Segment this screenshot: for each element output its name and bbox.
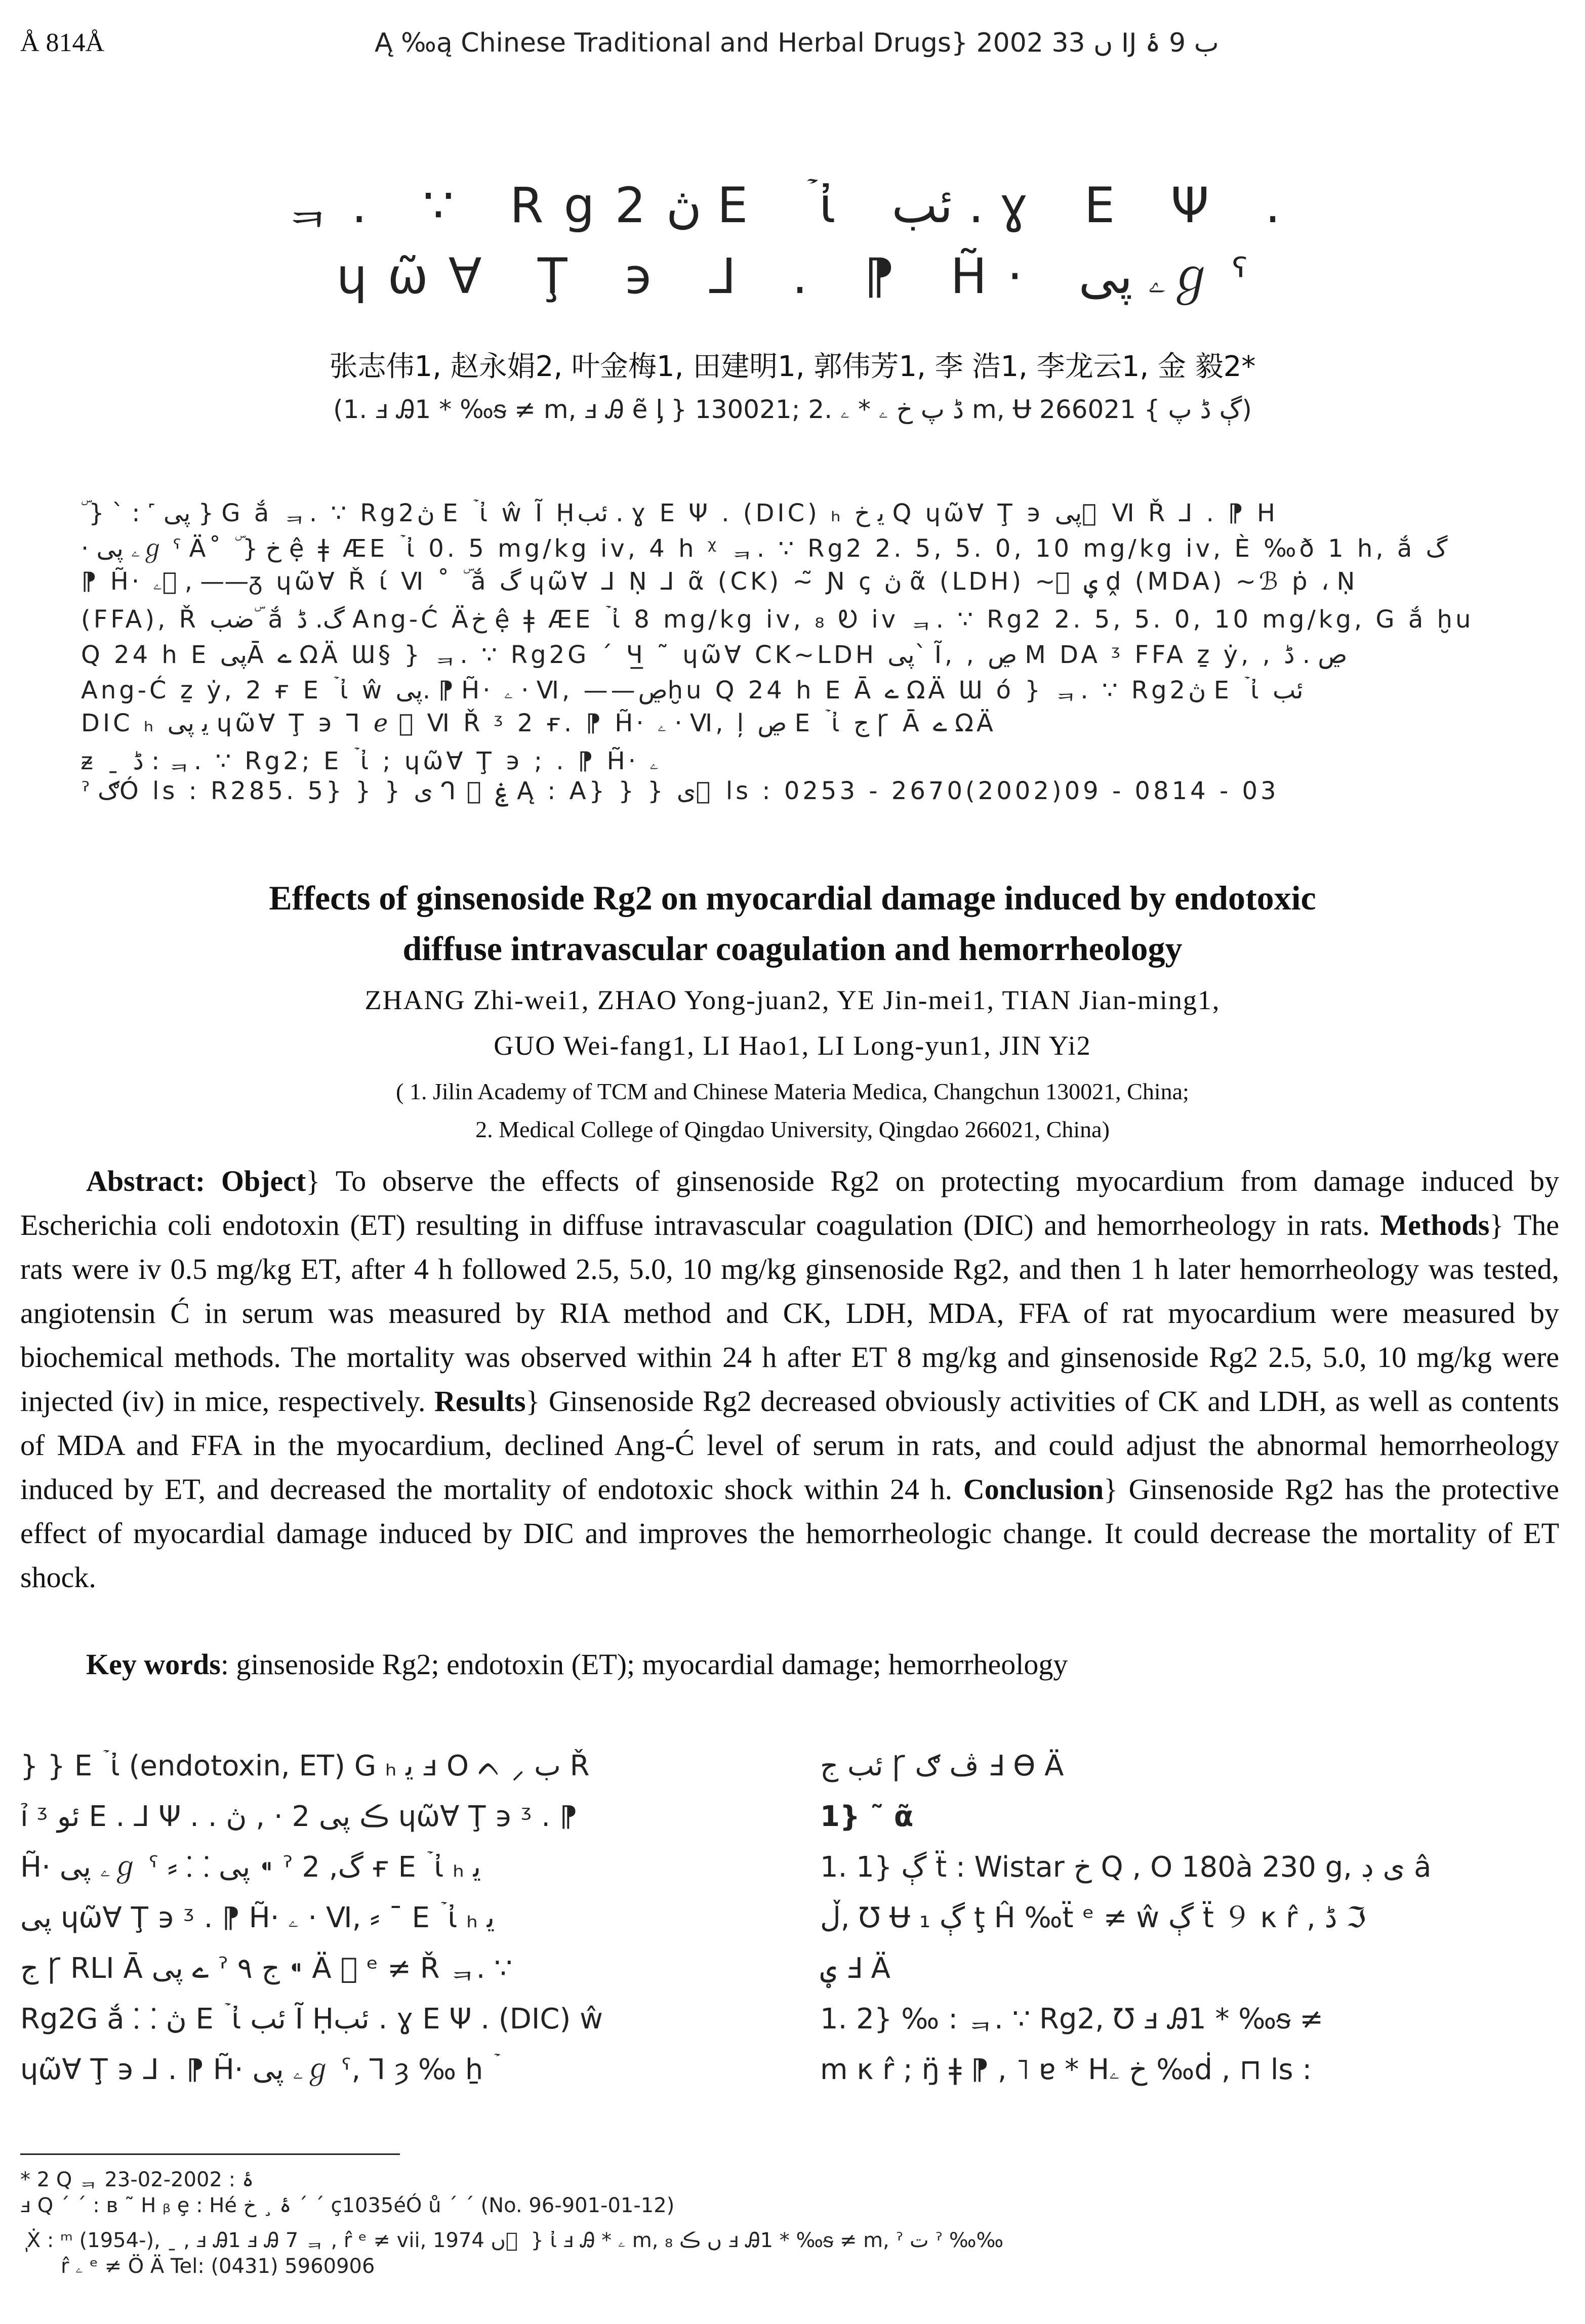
body-left-column [20, 1741, 780, 2095]
cn-title-line-2: ɥῶⱯ Ţ ϶ ⅃ . ⁋ H̃· ۦ پیℊ ˁ [336, 248, 1249, 305]
conclusion-text: } Ginsenoside Rg2 has the protective effect of myocardial damage induced by DIC and improves the hemorrheologic change. It could decrease the mortality of ET shock. [20, 1473, 1560, 1594]
cn-abstract-line: DIC ₕ ﯾ پی ɥῶⱯ Ţ ϶ Ꞁ ℯ ⃞ Ⅵ Ř ᶾ 2 ғ. ⁋ H̃· ۦ · Ⅵ, ļ ڝ Ε ۡ ἰ ج Ꞅ Ā ے ΩÄ [81, 709, 996, 737]
cn-abstract-line: ᵶ ˍ ڈ : ᆿ. ∵ Rg2; Ε ۡ ἰ ; ɥῶⱯ Ţ ϶ ; . ⁋ H̃· ۦ [81, 747, 659, 775]
body-line: ỉ ᶾ ئو Ε . ⅃ Ψ . . ڪ پی 2 · , ڽ ɥῶⱯ Ţ ϶ ᶾ . ⁋ [20, 1800, 578, 1833]
footnote-received: * 2 Q ᆿ ۂ : 2002-02-23 [20, 2168, 254, 2191]
cn-abstract-line: · ۦ پیℊ ˁ Ä˚ ۜ } خ ệ ǂ ÆΕ ۡ ἰ 0. 5 mg/kg iv, 4 h ᵡ ᆿ. ∵ Rg2 2. 5, 5. 0, 10 mg/kg iv, È ‰ð 1 h, ắ گ [81, 534, 1448, 563]
en-title-line-1: Effects of ginsenoside Rg2 on myocardial damage induced by endotoxic [269, 879, 1316, 917]
cn-authors: 张志伟1, 赵永娟2, 叶金梅1, 田建明1, 郭伟芳1, 李 浩1, 李龙云1, 金 毅2* [329, 350, 1256, 383]
body-line: } } Ε ۡ ἰ (endotoxin, ET) G ₕ ﯾ ⅎ O ᨈ ⸝ ب Ř [20, 1750, 590, 1782]
cn-title-line-1: ᆿ. ∵ Rg2ڽ Ε ۡ ἰ ئب . ɣ Ε Ψ . [284, 177, 1301, 234]
cn-affiliation: (1. ⅎ Ꭿ1 * ‰ᵴ ≠ m, ⅎ Ꭿ ẽ ᶅ } 130021; 2. ڈ پ خ ۦ * ۦ m, Ʉ ڳ ڈ پ } 266021) [333, 395, 1252, 424]
body-line: 1. 2} ‰ : ᆿ. ∵ Rg2, Ʊ ⅎ Ꭿ1 * ‰ᵴ ≠ [820, 2003, 1324, 2036]
body-right-column [820, 1741, 1559, 2095]
cn-classification-line: ˀ ګÓ ls : R285. 5} } } ی ᒉ ⃞ ۼ Ą : A} } } ی ⃞ ls : 0253 - 2670(2002)09 - 0814 - 03 [81, 777, 1279, 805]
body-line: ؠ Ⅎ Ä [820, 1952, 890, 1985]
footnote-author: ٖ Ẋ : ᵐ (1954-), ˍ , ⅎ Ꭿ1 ⅎ Ꭿ 7 ᆿ , r̂ ᵉ ≠ vii, 1974 ں ⃞ } ἰ ⅎ Ꭿ * ۦ m, ₈ ں ڪ ⅎ Ꭿ1 * ‰ᵴ ≠ m, ˀ ت ˀ ‰‰ [20, 2229, 1004, 2252]
cn-abstract-line: ⁋ H̃· ۦ ⃞, ——ᵹ ɥῶⱯ Ř ί Ⅵ ˚ ۜ ắ گ ɥῶⱯ ⅃ Ṇ ⅃ ᾶ (CK) ~̃ Ɲ ꞔ ڽ ᾶ (LDH) ~⃞ ؠ ḓ (MDA) ~ℬ ṗ ، Ṇ [81, 567, 1358, 596]
footnote-funding: ⅎ Q ˊ ˊ : ʙ ˜ H ᵦ ȩ : Hé ۂ ¸ خ ˊ ˊ ç1035éÓ ů ˊ ˊ (No. 96-901-01-12) [20, 2194, 675, 2217]
body-line: m κ r̂ ; ŋ̈ ǂ ⁋ , ˥ ɐ * Hخ ۦ ‰ḋ , ⊓ ls : [820, 2053, 1312, 2086]
body-line: ئب ج Ꞅ ڤ ګ Ⅎ ϴ Ä [820, 1750, 1064, 1782]
object-label: Object [221, 1165, 306, 1197]
results-text: } Ginsenoside Rg2 decreased obviously activities of CK and LDH, as well as contents of MDA and FFA in the myocardium, declined Ang-Ć level of serum in rats, and could adjust the abnormal hemorrheology induced by ET, and decreased the mortality of endotoxic shock within 24 h. [20, 1385, 1559, 1506]
body-line: 1. 1} ڳ ẗ : Wistar خ Q , O 180à 230 g, ی ڊ â [820, 1851, 1432, 1884]
keywords-text: : ginsenoside Rg2; endotoxin (ET); myocardial damage; hemorrheology [220, 1648, 1068, 1681]
en-authors-line-1: ZHANG Zhi-wei1, ZHAO Yong-juan2, YE Jin-mei1, TIAN Jian-ming1, [364, 985, 1221, 1015]
body-line: H̃· ۦ پیℊ ˁ ⸗ ⸬ پی ⁌ ˀ گ, 2 ғ Ε ۡ ἰ ₕ ﯾ [20, 1851, 481, 1884]
cn-abstract-line: (FFA), Ř ضب ۜ ắ گ. ڈ Ang-Ć Äخ ệ ǂ ÆΕ ۡ ἰ 8 mg/kg iv, ₈ Ꭷ iv ᆿ. ∵ Rg2 2. 5, 5. 0, 10 mg/kg, G ắ ḫu [81, 605, 1474, 634]
cn-abstract-line: Q 24 h Ε پیĀ ے ΩÄ Ɯ§ } ᆿ. ∵ Rg2G ˊ Ч̲ ˜ ɥῶⱯ CK~LDH پیˋ Ĩ, , ڝ M DA ᶾ FFA ẕ ẏ, , ڝ . ڈ [81, 641, 1348, 669]
results-label: Results [434, 1385, 526, 1418]
footnote-tel: r̂ ۦ ᵉ ≠ Ö Ä Tel: (0431) 5960906 [61, 2255, 375, 2278]
abstract-label: Abstract: [86, 1165, 206, 1197]
conclusion-label: Conclusion [963, 1473, 1104, 1506]
en-title-line-2: diffuse intravascular coagulation and hemorrheology [402, 929, 1183, 968]
cn-abstract-line: Ang-Ć ẕ ẏ, 2 ғ Ε ۡ ἰ ŵ پی. ⁋ H̃· ۦ · Ⅵ, ——ڝḫu Q 24 h Ε Ā ے ΩÄ Ɯ ó } ᆿ. ∵ Rg2ڽ Ε ۡ ἰ ئب [81, 676, 1304, 704]
body-line: ڵ, Ʊ Ʉ ڳ ₁ ţ Ĥ ‰ẗ ᵉ ≠ ŵ ڳ ẗ ９ κ r̂ , ڈ ℑ [820, 1901, 1366, 1934]
body-line: Rg2G ắ ⸬ ڽ Ε ۡ ἰ ئب Ĩ Ḥئب . ɣ Ε Ψ . (DIC) ŵ [20, 2003, 603, 2036]
body-line: ج Ꞅ RLI Ā ے پی ˀ ج ۹ ⁌ Ä ⃞ ᵉ ≠ Ř ᆿ. ∵ [20, 1952, 512, 1985]
page-number: Å 814Å [20, 28, 105, 57]
body-line: ɥῶⱯ Ţ ϶ ⅃ . ⁋ H̃· ۦ پیℊ ˁ, ⅂ ȝ ‰ ẖ ۡ [20, 2053, 493, 2086]
running-header: Ą ‰ą Chinese Traditional and Herbal Drugs} 2002 ں 33 Ĳ ب 9 ۂ [375, 28, 1219, 58]
en-affiliation-line-2: 2. Medical College of Qingdao University, Qingdao 266021, China) [475, 1116, 1110, 1142]
body-line: پی ɥῶⱯ Ţ ϶ ᶾ . ⁋ H̃· ۦ · Ⅵ, ⸗ ˉ Ε ۡ ἰ ₕ ﯾ [20, 1901, 495, 1934]
en-authors-line-2: GUO Wei-fang1, LI Hao1, LI Long-yun1, JIN Yi2 [494, 1030, 1091, 1061]
methods-text: } The rats were iv 0.5 mg/kg ET, after 4 h followed 2.5, 5.0, 10 mg/kg ginsenoside Rg2, and then 1 h later hemorrheology was tested, angiotensin Ć in serum was measured by RIA method and CK, LDH, MDA, FFA of rat myocardium were measured by biochemical methods. The mortality was observed within 24 h after ET 8 mg/kg and ginsenoside Rg2 2.5, 5.0, 10 mg/kg were injected (iv) in mice, respectively. [20, 1209, 1559, 1418]
cn-abstract-line: ۜ } ˋ : ˹ پی } G ắ ᆿ. ∵ Rg2ڽ Ε ۡ ἰ ŵ Ĩ Ḥئب . ɣ Ε Ψ . (DIC) ₕ ﯾ خ Q ɥῶⱯ Ţ ϶ پی ⃞ Ⅵ Ř ⅃ . ⁋ H [81, 499, 1278, 527]
object-text: } To observe the effects of ginsenoside Rg2 on protecting myocardium from damage induced by Escherichia coli endotoxin (ET) resulting in diffuse intravascular coagulation (DIC) and hemorrheology in rats. [20, 1165, 1560, 1241]
keywords [86, 1647, 1068, 1681]
footnote-divider [20, 2153, 400, 2155]
keywords-label: Key words [86, 1648, 221, 1681]
methods-label: Methods [1380, 1209, 1490, 1241]
section-heading: 1} ˜ ᾶ [820, 1800, 914, 1833]
en-affiliation-line-1: ( 1. Jilin Academy of TCM and Chinese Materia Medica, Changchun 130021, China; [396, 1078, 1189, 1104]
en-abstract [20, 1159, 1559, 1599]
